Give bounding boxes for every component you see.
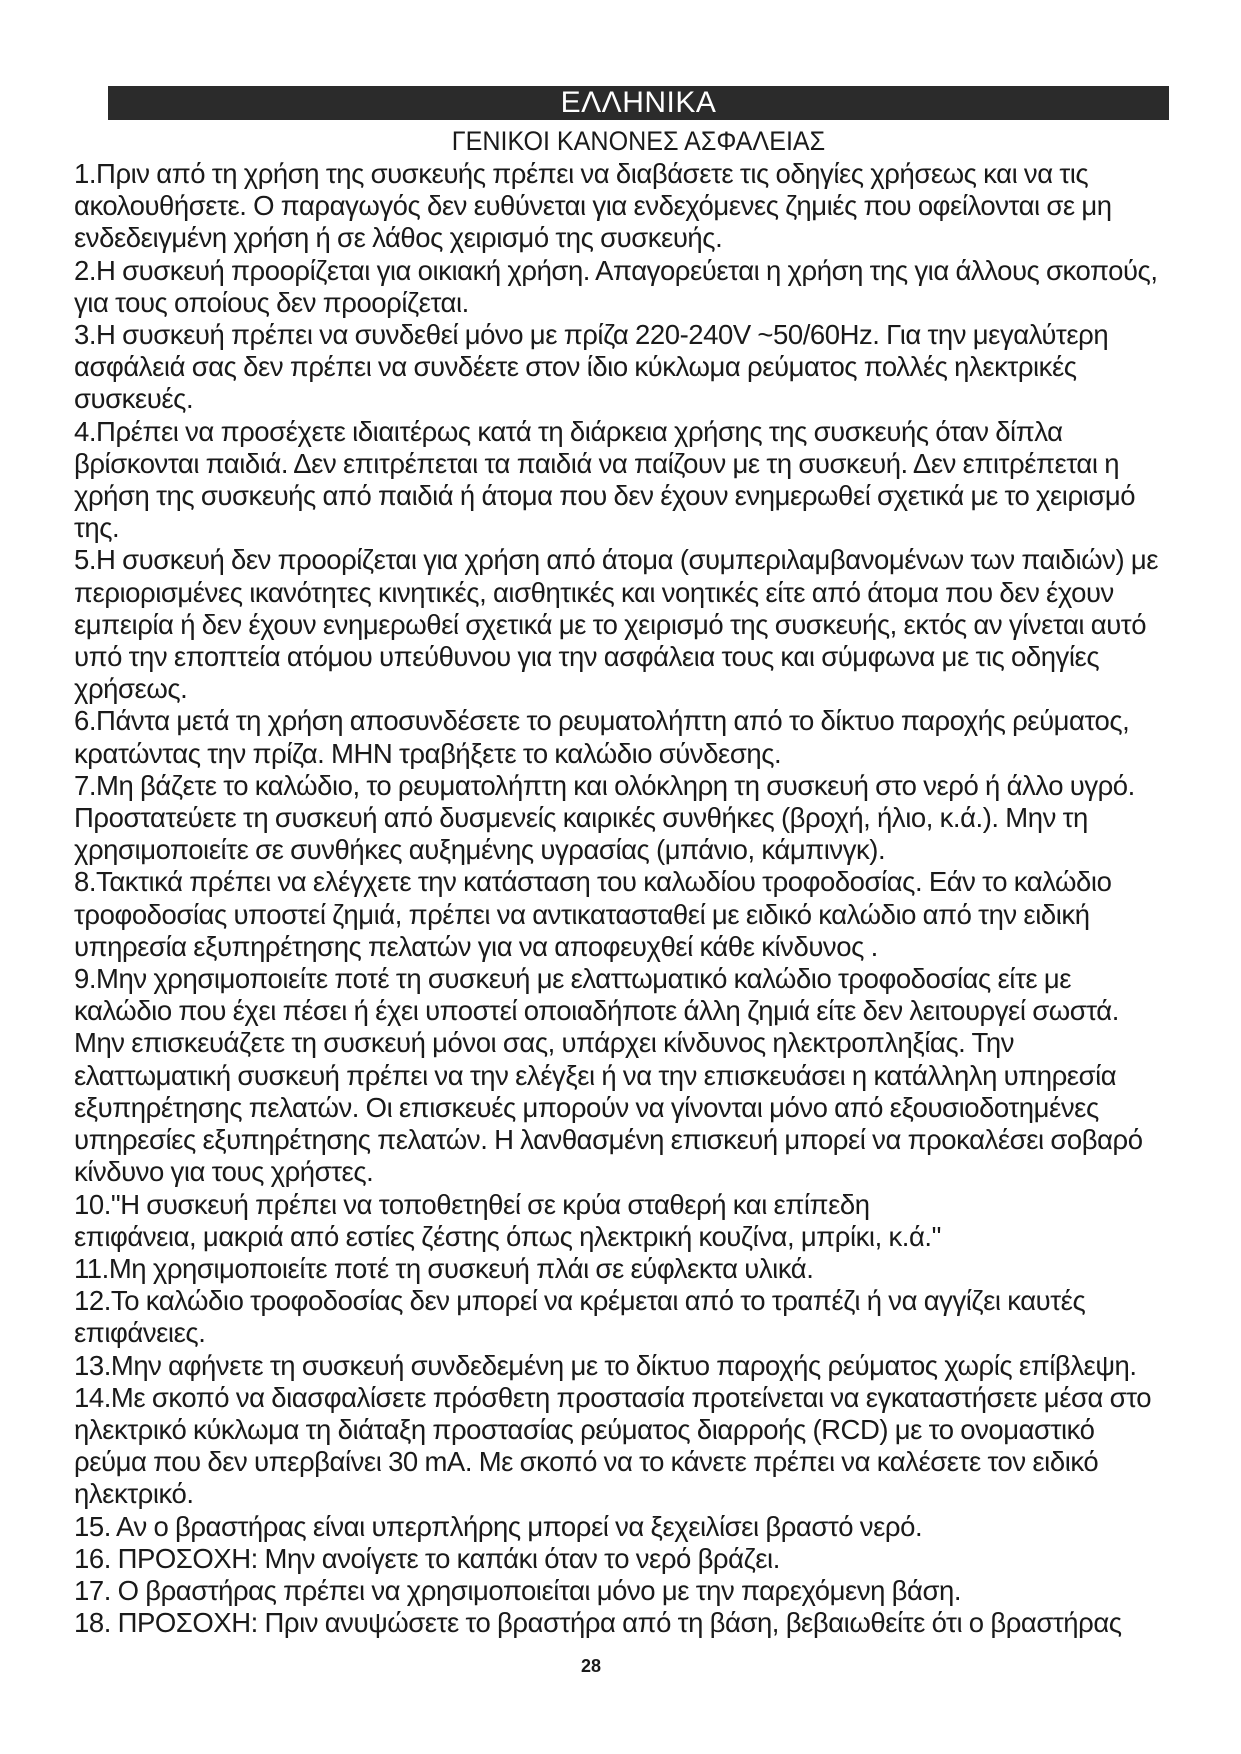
rule-15: 15. Αν ο βραστήρας είναι υπερπλήρης μπορεί να ξεχειλίσει βραστό νερό.: [74, 1510, 923, 1542]
rule-17: 17. Ο βραστήρας πρέπει να χρησιμοποιείται μόνο με την παρεχόμενη βάση.: [74, 1574, 962, 1606]
rule-9: 9.Μην χρησιμοποιείτε ποτέ τη συσκευή με ελαττωματικό καλώδιο τροφοδοσίας είτε με καλώδιο που έχει πέσει ή έχει υποστεί οποιαδήποτε άλλη ζημιά είτε δεν λειτουργεί σωστά. Μην επισκευάζετε τη συσκευή μόνοι σας, υπάρχει κίνδυνος ηλεκτροπληξίας. Την ελαττωματική συσκευή πρέπει να την ελέγξει ή να την επισκευάσει η κατάλληλη υπηρεσία εξυπηρέτησης πελατών. Οι επισκευές μπορούν να γίνονται μόνο από εξουσιοδοτημένες υπηρεσίες εξυπηρέτησης πελατών. Η λανθασμένη επισκευή μπορεί να προκαλέσει σοβαρό κίνδυνο για τους χρήστες.: [74, 963, 1143, 1188]
language-header-bar: ΕΛΛΗΝΙΚΑ: [108, 86, 1169, 120]
section-title: ΓΕΝΙΚΟΙ ΚΑΝΟΝΕΣ ΑΣΦΑΛΕΙΑΣ: [451, 126, 826, 156]
rule-2: 2.Η συσκευή προορίζεται για οικιακή χρήση. Απαγορεύεται η χρήση της για άλλους σκοπούς, για τους οποίους δεν προορίζεται.: [74, 254, 1158, 318]
rule-12: 12.Το καλώδιο τροφοδοσίας δεν μπορεί να κρέμεται από το τραπέζι ή να αγγίζει καυτές επιφάνειες.: [74, 1285, 1086, 1349]
rule-18: 18. ΠΡΟΣΟΧΗ: Πριν ανυψώσετε το βραστήρα από τη βάση, βεβαιωθείτε ότι ο βραστήρας: [74, 1607, 1122, 1639]
rule-14: 14.Με σκοπό να διασφαλίσετε πρόσθετη προστασία προτείνεται να εγκαταστήσετε μέσα στο ηλεκτρικό κύκλωμα τη διάταξη προστασίας ρεύματος διαρροής (RCD) με το ονομαστικό ρεύμα που δεν υπερβαίνει 30 mA. Με σκοπό να το κάνετε πρέπει να καλέσετε τον ειδικό ηλεκτρικό.: [74, 1381, 1152, 1510]
rule-5: 5.Η συσκευή δεν προορίζεται για χρήση από άτομα (συμπεριλαμβανομένων των παιδιών) με περιορισμένες ικανότητες κινητικές, αισθητικές και νοητικές είτε από άτομα που δεν έχουν εμπειρία ή δεν έχουν ενημερωθεί σχετικά με το χειρισμό της συσκευής, εκτός αν γίνεται αυτό υπό την εποπτεία ατόμου υπεύθυνου για την ασφάλεια τους και σύμφωνα με τις οδηγίες χρήσεως.: [74, 544, 1159, 705]
rule-16: 16. ΠΡΟΣΟΧΗ: Μην ανοίγετε το καπάκι όταν το νερό βράζει.: [74, 1542, 780, 1574]
page-number: 28: [580, 1656, 602, 1676]
safety-rules-list: [74, 158, 1169, 1639]
rule-3: 3.Η συσκευή πρέπει να συνδεθεί μόνο με πρίζα 220-240V ~50/60Hz. Για την μεγαλύτερη ασφάλειά σας δεν πρέπει να συνδέετε στον ίδιο κύκλωμα ρεύματος πολλές ηλεκτρικές συσκευές.: [74, 319, 1109, 415]
rule-7: 7.Μη βάζετε το καλώδιο, το ρευματολήπτη και ολόκληρη τη συσκευή στο νερό ή άλλο υγρό. Προστατεύετε τη συσκευή από δυσμενείς καιρικές συνθήκες (βροχή, ήλιο, κ.ά.). Μην τη χρησιμοποιείτε σε συνθήκες αυξημένης υγρασίας (μπάνιο, κάμπινγκ).: [74, 769, 1135, 866]
rule-8: 8.Τακτικά πρέπει να ελέγχετε την κατάσταση του καλωδίου τροφοδοσίας. Εάν το καλώδιο τροφοδοσίας υποστεί ζημιά, πρέπει να αντικατασταθεί με ειδικό καλώδιο από την ειδική υπηρεσία εξυπηρέτησης πελατών για να αποφευχθεί κάθε κίνδυνος .: [74, 866, 1112, 962]
rule-10: 10."Η συσκευή πρέπει να τοποθετηθεί σε κρύα σταθερή και επίπεδη επιφάνεια, μακριά από εστίες ζέστης όπως ηλεκτρική κουζίνα, μπρίκι, κ.ά.": [74, 1188, 941, 1252]
rule-4: 4.Πρέπει να προσέχετε ιδιαιτέρως κατά τη διάρκεια χρήσης της συσκευής όταν δίπλα βρίσκονται παιδιά. Δεν επιτρέπεται τα παιδιά να παίζουν με τη συσκευή. Δεν επιτρέπεται η χρήση της συσκευής από παιδιά ή άτομα που δεν έχουν ενημερωθεί σχετικά με το χειρισμό της.: [74, 415, 1136, 544]
rule-13: 13.Μην αφήνετε τη συσκευή συνδεδεμένη με το δίκτυο παροχής ρεύματος χωρίς επίβλεψη.: [74, 1349, 1137, 1381]
rule-6: 6.Πάντα μετά τη χρήση αποσυνδέσετε το ρευματολήπτη από το δίκτυο παροχής ρεύματος, κρατώντας την πρίζα. ΜΗΝ τραβήξετε το καλώδιο σύνδεσης.: [74, 705, 1130, 769]
rule-1: 1.Πριν από τη χρήση της συσκευής πρέπει να διαβάσετε τις οδηγίες χρήσεως και να τις ακολουθήσετε. Ο παραγωγός δεν ευθύνεται για ενδεχόμενες ζημιές που οφείλονται σε μη ενδεδειγμένη χρήση ή σε λάθος χειρισμό της συσκευής.: [74, 158, 1112, 254]
rule-11: 11.Μη χρησιμοποιείτε ποτέ τη συσκευή πλάι σε εύφλεκτα υλικά.: [74, 1252, 814, 1284]
